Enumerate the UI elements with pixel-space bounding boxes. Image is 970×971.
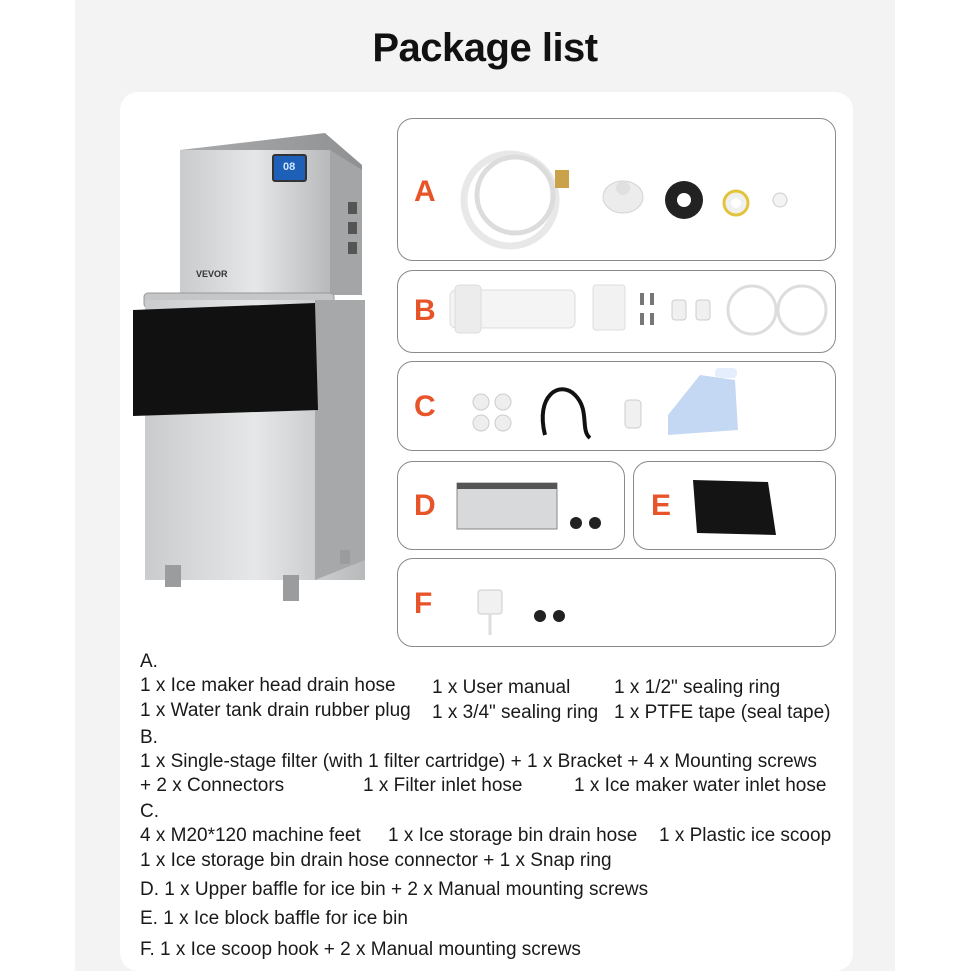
display-readout: 08 <box>283 161 296 173</box>
c-item-3: 1 x Plastic ice scoop <box>659 825 832 846</box>
section-a-label: A. <box>140 651 158 672</box>
a-item-2: 1 x User manual <box>432 677 571 698</box>
b-item-1: + 2 x Connectors <box>140 775 285 796</box>
a-item-5: 1 x 3/4" sealing ring <box>432 702 599 723</box>
box-letter-b: B <box>414 294 436 327</box>
b-item-3: 1 x Ice maker water inlet hose <box>574 775 827 796</box>
a-item-1: 1 x Ice maker head drain hose <box>140 675 396 696</box>
a-item-6: 1 x PTFE tape (seal tape) <box>614 702 831 723</box>
page-title: Package list <box>372 26 598 70</box>
a-item-3: 1 x 1/2" sealing ring <box>614 677 781 698</box>
c-item-1: 4 x M20*120 machine feet <box>140 825 361 846</box>
f-line: F. 1 x Ice scoop hook + 2 x Manual mounting screws <box>140 939 581 960</box>
section-c-label: C. <box>140 801 159 822</box>
d-line: D. 1 x Upper baffle for ice bin + 2 x Manual mounting screws <box>140 879 649 900</box>
c-line-2: 1 x Ice storage bin drain hose connector + 1 x Snap ring <box>140 850 612 871</box>
b-item-2: 1 x Filter inlet hose <box>363 775 523 796</box>
b-line-1: 1 x Single-stage filter (with 1 filter cartridge) + 1 x Bracket + 4 x Mounting screws <box>140 751 817 772</box>
box-letter-a: A <box>414 175 436 208</box>
c-item-2: 1 x Ice storage bin drain hose <box>388 825 638 846</box>
box-letter-e: E <box>651 489 672 522</box>
box-letter-f: F <box>414 587 433 620</box>
box-letter-c: C <box>414 390 436 423</box>
e-line: E. 1 x Ice block baffle for ice bin <box>140 908 408 929</box>
brand-label: VEVOR <box>196 269 228 279</box>
box-letter-d: D <box>414 489 436 522</box>
a-item-4: 1 x Water tank drain rubber plug <box>140 700 411 721</box>
section-b-label: B. <box>140 727 158 748</box>
